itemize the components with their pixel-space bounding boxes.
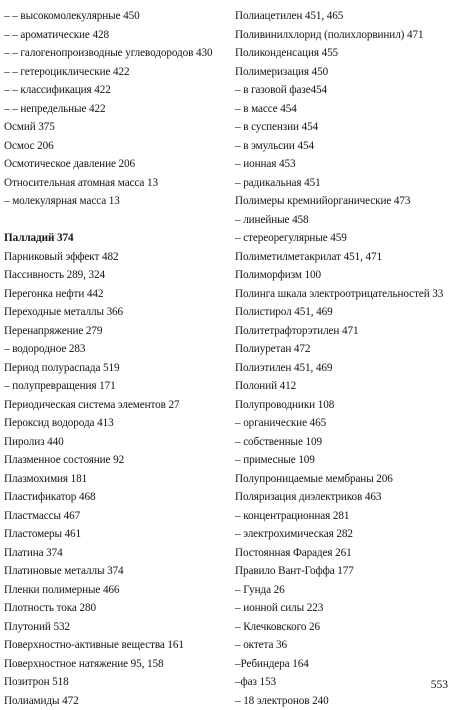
index-column-left xyxy=(4,7,226,710)
index-entry: Пластификатор 468 xyxy=(4,488,226,507)
index-entry: Полинга шкала электроотрицательностей 33 xyxy=(235,285,454,304)
index-entry: Полиэтилен 451, 469 xyxy=(235,359,454,378)
index-entry: –фаз 153 xyxy=(235,673,454,692)
index-entry: – октета 36 xyxy=(235,636,454,655)
index-entry: Полупроводники 108 xyxy=(235,396,454,415)
index-entry: Пиролиз 440 xyxy=(4,433,226,452)
index-entry: Поливинилхлорид (полихлорвинил) 471 xyxy=(235,26,454,45)
index-entry: Пленки полимерные 466 xyxy=(4,581,226,600)
index-entry: Полиацетилен 451, 465 xyxy=(235,7,454,26)
index-entry: Пероксид водорода 413 xyxy=(4,414,226,433)
index-entry: Перенапряжение 279 xyxy=(4,322,226,341)
index-entry: –Ребиндера 164 xyxy=(235,655,454,674)
index-entry: Постоянная Фарадея 261 xyxy=(235,544,454,563)
index-entry: Полиморфизм 100 xyxy=(235,266,454,285)
index-entry: Поверхностно-активные вещества 161 xyxy=(4,636,226,655)
index-entry: Пластмассы 467 xyxy=(4,507,226,526)
index-column-right xyxy=(235,7,454,710)
index-entry: Плазменное состояние 92 xyxy=(4,451,226,470)
page-number: 553 xyxy=(431,679,448,691)
index-entry: Полиуретан 472 xyxy=(235,340,454,359)
index-entry: Период полураспада 519 xyxy=(4,359,226,378)
index-entry: – органические 465 xyxy=(235,414,454,433)
index-entry: Перегонка нефти 442 xyxy=(4,285,226,304)
index-entry: – ионной силы 223 xyxy=(235,599,454,618)
index-entry: – линейные 458 xyxy=(235,211,454,230)
index-entry: Пластомеры 461 xyxy=(4,525,226,544)
index-entry: – электрохимическая 282 xyxy=(235,525,454,544)
index-entry: – стереорегулярные 459 xyxy=(235,229,454,248)
index-entry: – Гунда 26 xyxy=(235,581,454,600)
index-entry: Плутоний 532 xyxy=(4,618,226,637)
index-entry: Периодическая система элементов 27 xyxy=(4,396,226,415)
index-entry: – – галогенопроизводные углеводородов 430 xyxy=(4,44,226,63)
index-entry: Палладий 374 xyxy=(4,229,226,248)
index-entry: Плазмохимия 181 xyxy=(4,470,226,489)
index-entry: Поверхностное натяжение 95, 158 xyxy=(4,655,226,674)
index-entry: Полистирол 451, 469 xyxy=(235,303,454,322)
index-entry: Полупроницаемые мембраны 206 xyxy=(235,470,454,489)
index-entry: – ионная 453 xyxy=(235,155,454,174)
index-entry: – полупревращения 171 xyxy=(4,377,226,396)
index-entry: – – классификация 422 xyxy=(4,81,226,100)
index-entry: Платина 374 xyxy=(4,544,226,563)
index-entry: Плотность тока 280 xyxy=(4,599,226,618)
index-entry: – – высокомолекулярные 450 xyxy=(4,7,226,26)
index-entry: Позитрон 518 xyxy=(4,673,226,692)
index-entry: Парниковый эффект 482 xyxy=(4,248,226,267)
index-entry: Относительная атомная масса 13 xyxy=(4,174,226,193)
index-entry: Полимеризация 450 xyxy=(235,63,454,82)
index-entry: – – непредельные 422 xyxy=(4,100,226,119)
index-entry: Осмий 375 xyxy=(4,118,226,137)
index-entry: Осмотическое давление 206 xyxy=(4,155,226,174)
index-entry: Полимеры кремнийорганические 473 xyxy=(235,192,454,211)
index-entry: – в газовой фазе454 xyxy=(235,81,454,100)
index-entry: – концентрационная 281 xyxy=(235,507,454,526)
index-entry: – 18 электронов 240 xyxy=(235,692,454,710)
index-entry: – радикальная 451 xyxy=(235,174,454,193)
index-entry: Переходные металлы 366 xyxy=(4,303,226,322)
index-entry: – собственные 109 xyxy=(235,433,454,452)
index-entry: Правило Вант-Гоффа 177 xyxy=(235,562,454,581)
index-entry: Поликонденсация 455 xyxy=(235,44,454,63)
index-entry: – в эмульсии 454 xyxy=(235,137,454,156)
index-entry: Пассивность 289, 324 xyxy=(4,266,226,285)
index-entry: – в суспензии 454 xyxy=(235,118,454,137)
index-entry: Полиамиды 472 xyxy=(4,692,226,710)
index-entry: – – гетероциклические 422 xyxy=(4,63,226,82)
index-entry: – примесные 109 xyxy=(235,451,454,470)
index-entry: – в массе 454 xyxy=(235,100,454,119)
index-entry: – Клечковского 26 xyxy=(235,618,454,637)
index-entry: – молекулярная масса 13 xyxy=(4,192,226,211)
index-entry: – водородное 283 xyxy=(4,340,226,359)
index-entry: Осмос 206 xyxy=(4,137,226,156)
index-entry: Поляризация диэлектриков 463 xyxy=(235,488,454,507)
index-entry: Полоний 412 xyxy=(235,377,454,396)
index-entry: Полиметилметакрилат 451, 471 xyxy=(235,248,454,267)
index-entry: Политетрафторэтилен 471 xyxy=(235,322,454,341)
index-spacer xyxy=(4,211,226,230)
index-entry: – – ароматические 428 xyxy=(4,26,226,45)
index-entry: Платиновые металлы 374 xyxy=(4,562,226,581)
